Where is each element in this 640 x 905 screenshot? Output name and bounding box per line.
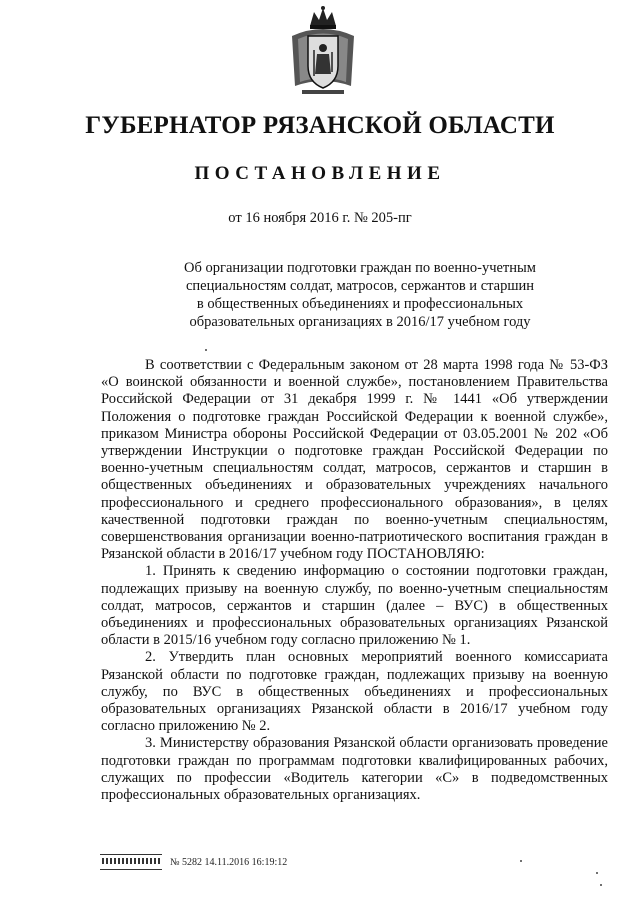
subject-line: образовательных организациях в 2016/17 учебном году <box>189 314 531 330</box>
registry-stamp-icon <box>100 854 162 870</box>
subject-line: Об организации подготовки граждан по военно-учетным <box>184 260 536 276</box>
scan-artifact <box>596 872 598 874</box>
scan-artifact <box>205 349 207 351</box>
document-subject <box>170 259 550 331</box>
coat-of-arms-icon <box>288 6 358 98</box>
issuing-authority: ГУБЕРНАТОР РЯЗАНСКОЙ ОБЛАСТИ <box>85 112 555 139</box>
scan-artifact <box>600 884 602 886</box>
document-body <box>101 357 608 804</box>
clause-1-paragraph: 1. Принять к сведению информацию о состоянии подготовки граждан, подлежащих призыву на военную службу, по военно-учетным специальностям солдат, матросов, сержантов и старшин (далее – ВУС) в общественных объединениях и профессиональных образовательных организациях Рязанской области в 2015/16 учебном году согласно приложению № 1. <box>101 563 608 649</box>
registration-number: № 5282 14.11.2016 16:19:12 <box>170 856 288 868</box>
document-date-number: от 16 ноября 2016 г. № 205-пг <box>228 210 412 226</box>
clause-2-paragraph: 2. Утвердить план основных мероприятий военного комиссариата Рязанской области по подготовке граждан, подлежащих призыву на военную службу, по ВУС в общественных объединениях и профессиональных образовательных организациях Рязанской области в 2016/17 учебном году согласно приложению № 2. <box>101 649 608 735</box>
document-type: ПОСТАНОВЛЕНИЕ <box>194 163 446 184</box>
subject-line: специальностям солдат, матросов, сержантов и старшин <box>185 278 535 294</box>
scan-artifact <box>520 860 522 862</box>
registration-footer <box>100 854 287 870</box>
subject-line: в общественных объединениях и профессиональных <box>196 296 524 312</box>
preamble-paragraph: В соответствии с Федеральным законом от 28 марта 1998 года № 53-ФЗ «О воинской обязанности и военной службе», постановлением Правительства Российской Федерации от 31 декабря 1999 г. № 1441 «Об утверждении Положения о подготовке граждан Российской Федерации к военной службе», приказом Министра обороны Российской Федерации от 03.05.2001 № 202 «Об утверждении Инструкции о подготовке граждан Российской Федерации по военно-учетным специальностям солдат, матросов, сержантов и старшин в общественных объединениях и образовательных учреждениях начального профессионального и среднего профессионального образования», в целях качественной подготовки граждан по военно-учетным специальностям, совершенствования организации военно-патриотического воспитания граждан в Рязанской области в 2016/17 учебном году ПОСТАНОВЛЯЮ: <box>101 357 608 563</box>
clause-3-paragraph: 3. Министерству образования Рязанской области организовать проведение подготовки граждан по программам подготовки квалифицированных рабочих, служащих по профессии «Водитель категории «С» в подведомственных профессиональных образовательных организациях. <box>101 735 608 804</box>
